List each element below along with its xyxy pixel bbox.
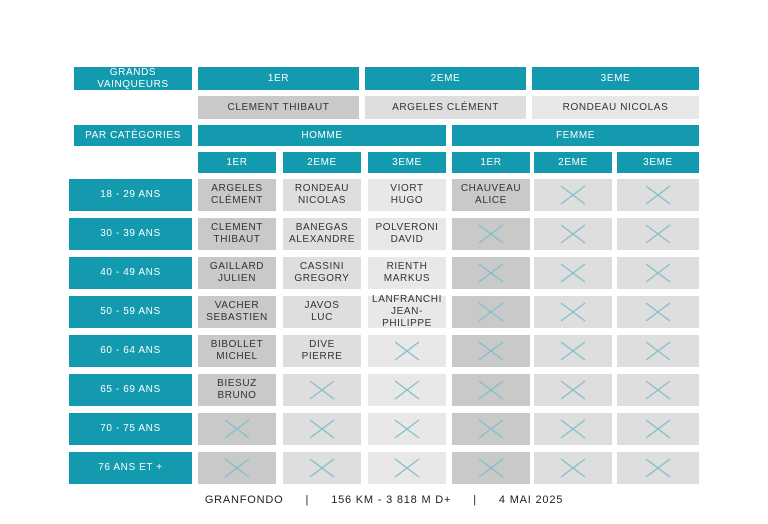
empty-category-cell <box>452 218 530 250</box>
winner-first-name: NICOLAS <box>297 195 347 206</box>
age-category-label: 30 - 39 ANS <box>69 218 192 250</box>
winner-last-name: VIORT <box>390 183 424 194</box>
empty-category-cell <box>617 179 699 211</box>
empty-category-cell <box>452 296 530 328</box>
category-place-header: 2EME <box>283 152 361 173</box>
cross-icon <box>560 458 586 478</box>
cross-icon <box>645 224 671 244</box>
empty-category-cell <box>452 413 530 445</box>
winner-first-name: JEAN-PHILIPPE <box>382 306 432 329</box>
cross-icon <box>645 302 671 322</box>
age-category-label: 50 - 59 ANS <box>69 296 192 328</box>
cross-icon <box>560 224 586 244</box>
winner-name-2: ARGELES CLÉMENT <box>365 96 526 119</box>
winner-last-name: ARGELES <box>211 183 263 194</box>
cross-icon <box>394 419 420 439</box>
cross-icon <box>645 419 671 439</box>
empty-category-cell <box>534 452 612 484</box>
winner-first-name: THIBAUT <box>213 234 261 245</box>
winner-first-name: CLÉMENT <box>211 195 263 206</box>
category-place-header: 3EME <box>617 152 699 173</box>
cross-icon <box>309 419 335 439</box>
category-place-header: 1ER <box>452 152 530 173</box>
footer-separator: | <box>473 494 477 506</box>
winner-last-name: LANFRANCHI <box>372 294 442 305</box>
cross-icon <box>224 419 250 439</box>
winner-first-name: GREGORY <box>294 273 350 284</box>
empty-category-cell <box>368 374 446 406</box>
winner-last-name: GAILLARD <box>209 261 265 272</box>
category-winner-cell <box>283 179 361 211</box>
empty-category-cell <box>534 257 612 289</box>
empty-category-cell <box>534 296 612 328</box>
winners-place-1: 1ER <box>198 67 359 90</box>
cross-icon <box>309 458 335 478</box>
age-category-label: 65 - 69 ANS <box>69 374 192 406</box>
empty-category-cell <box>283 452 361 484</box>
age-category-label: 60 - 64 ANS <box>69 335 192 367</box>
winner-last-name: CLEMENT <box>211 222 263 233</box>
winners-place-2: 2EME <box>365 67 526 90</box>
category-winner-cell <box>198 335 276 367</box>
cross-icon <box>224 458 250 478</box>
winner-first-name: HUGO <box>390 195 424 206</box>
empty-category-cell <box>617 218 699 250</box>
category-winner-cell <box>198 179 276 211</box>
footer-date: 4 MAI 2025 <box>498 494 564 506</box>
cross-icon <box>645 263 671 283</box>
category-winner-cell <box>198 296 276 328</box>
winner-first-name: MARKUS <box>383 273 431 284</box>
category-winner-cell <box>368 179 446 211</box>
cross-icon <box>645 458 671 478</box>
cross-icon <box>560 341 586 361</box>
cross-icon <box>560 380 586 400</box>
winner-last-name: VACHER <box>214 300 260 311</box>
empty-category-cell <box>368 452 446 484</box>
footer-event: GRANFONDO <box>204 494 284 506</box>
winner-first-name: BRUNO <box>217 390 257 401</box>
empty-category-cell <box>534 335 612 367</box>
empty-category-cell <box>617 257 699 289</box>
winner-last-name: CHAUVEAU <box>460 183 522 194</box>
empty-category-cell <box>452 452 530 484</box>
categories-label: PAR CATÉGORIES <box>74 125 192 146</box>
category-place-header: 3EME <box>368 152 446 173</box>
cross-icon <box>309 380 335 400</box>
cross-icon <box>560 419 586 439</box>
footer <box>0 492 768 508</box>
cross-icon <box>478 302 504 322</box>
cross-icon <box>645 185 671 205</box>
winner-name-3: RONDEAU NICOLAS <box>532 96 699 119</box>
cross-icon <box>478 419 504 439</box>
footer-separator: | <box>305 494 310 506</box>
empty-category-cell <box>452 335 530 367</box>
category-winner-cell <box>283 257 361 289</box>
winner-first-name: JULIEN <box>217 273 257 284</box>
group-femme: FEMME <box>452 125 699 146</box>
empty-category-cell <box>452 257 530 289</box>
winner-last-name: CASSINI <box>299 261 345 272</box>
cross-icon <box>478 341 504 361</box>
winners-label: GRANDS VAINQUEURS <box>74 67 192 90</box>
category-winner-cell <box>283 335 361 367</box>
empty-category-cell <box>283 413 361 445</box>
winner-first-name: DAVID <box>390 234 424 245</box>
empty-category-cell <box>534 179 612 211</box>
empty-category-cell <box>617 413 699 445</box>
empty-category-cell <box>617 296 699 328</box>
group-homme: HOMME <box>198 125 446 146</box>
cross-icon <box>560 263 586 283</box>
empty-category-cell <box>368 413 446 445</box>
winner-last-name: BIESUZ <box>217 378 257 389</box>
empty-category-cell <box>452 374 530 406</box>
winner-name-1: CLEMENT THIBAUT <box>198 96 359 119</box>
winner-last-name: RONDEAU <box>294 183 350 194</box>
winner-first-name: SEBASTIEN <box>206 312 268 323</box>
cross-icon <box>394 458 420 478</box>
winner-last-name: BANEGAS <box>295 222 349 233</box>
cross-icon <box>478 380 504 400</box>
winner-last-name: JAVOS <box>304 300 340 311</box>
cross-icon <box>645 380 671 400</box>
cross-icon <box>560 302 586 322</box>
category-place-header: 2EME <box>534 152 612 173</box>
winner-first-name: PIERRE <box>301 351 343 362</box>
winners-place-3: 3EME <box>532 67 699 90</box>
empty-category-cell <box>198 452 276 484</box>
cross-icon <box>478 224 504 244</box>
category-winner-cell <box>198 257 276 289</box>
winner-last-name: BIBOLLET <box>210 339 264 350</box>
footer-distance: 156 KM - 3 818 M D+ <box>331 494 452 506</box>
empty-category-cell <box>534 374 612 406</box>
winner-first-name: ALICE <box>475 195 507 206</box>
age-category-label: 70 - 75 ANS <box>69 413 192 445</box>
category-winner-cell <box>198 218 276 250</box>
age-category-label: 18 - 29 ANS <box>69 179 192 211</box>
winner-last-name: RIENTH <box>386 261 428 272</box>
empty-category-cell <box>617 335 699 367</box>
age-category-label: 76 ANS ET + <box>69 452 192 484</box>
cross-icon <box>645 341 671 361</box>
category-place-header: 1ER <box>198 152 276 173</box>
category-winner-cell <box>452 179 530 211</box>
category-winner-cell <box>368 296 446 328</box>
empty-category-cell <box>617 452 699 484</box>
cross-icon <box>478 458 504 478</box>
category-winner-cell <box>368 218 446 250</box>
cross-icon <box>560 185 586 205</box>
age-category-label: 40 - 49 ANS <box>69 257 192 289</box>
category-winner-cell <box>283 296 361 328</box>
empty-category-cell <box>283 374 361 406</box>
empty-category-cell <box>534 218 612 250</box>
empty-category-cell <box>368 335 446 367</box>
cross-icon <box>478 263 504 283</box>
winner-first-name: LUC <box>311 312 333 323</box>
winner-last-name: DIVE <box>309 339 335 350</box>
cross-icon <box>394 341 420 361</box>
empty-category-cell <box>198 413 276 445</box>
empty-category-cell <box>534 413 612 445</box>
winner-first-name: MICHEL <box>216 351 258 362</box>
category-winner-cell <box>198 374 276 406</box>
cross-icon <box>394 380 420 400</box>
category-winner-cell <box>283 218 361 250</box>
winner-last-name: POLVERONI <box>375 222 439 233</box>
winner-first-name: ALEXANDRE <box>289 234 355 245</box>
category-winner-cell <box>368 257 446 289</box>
empty-category-cell <box>617 374 699 406</box>
